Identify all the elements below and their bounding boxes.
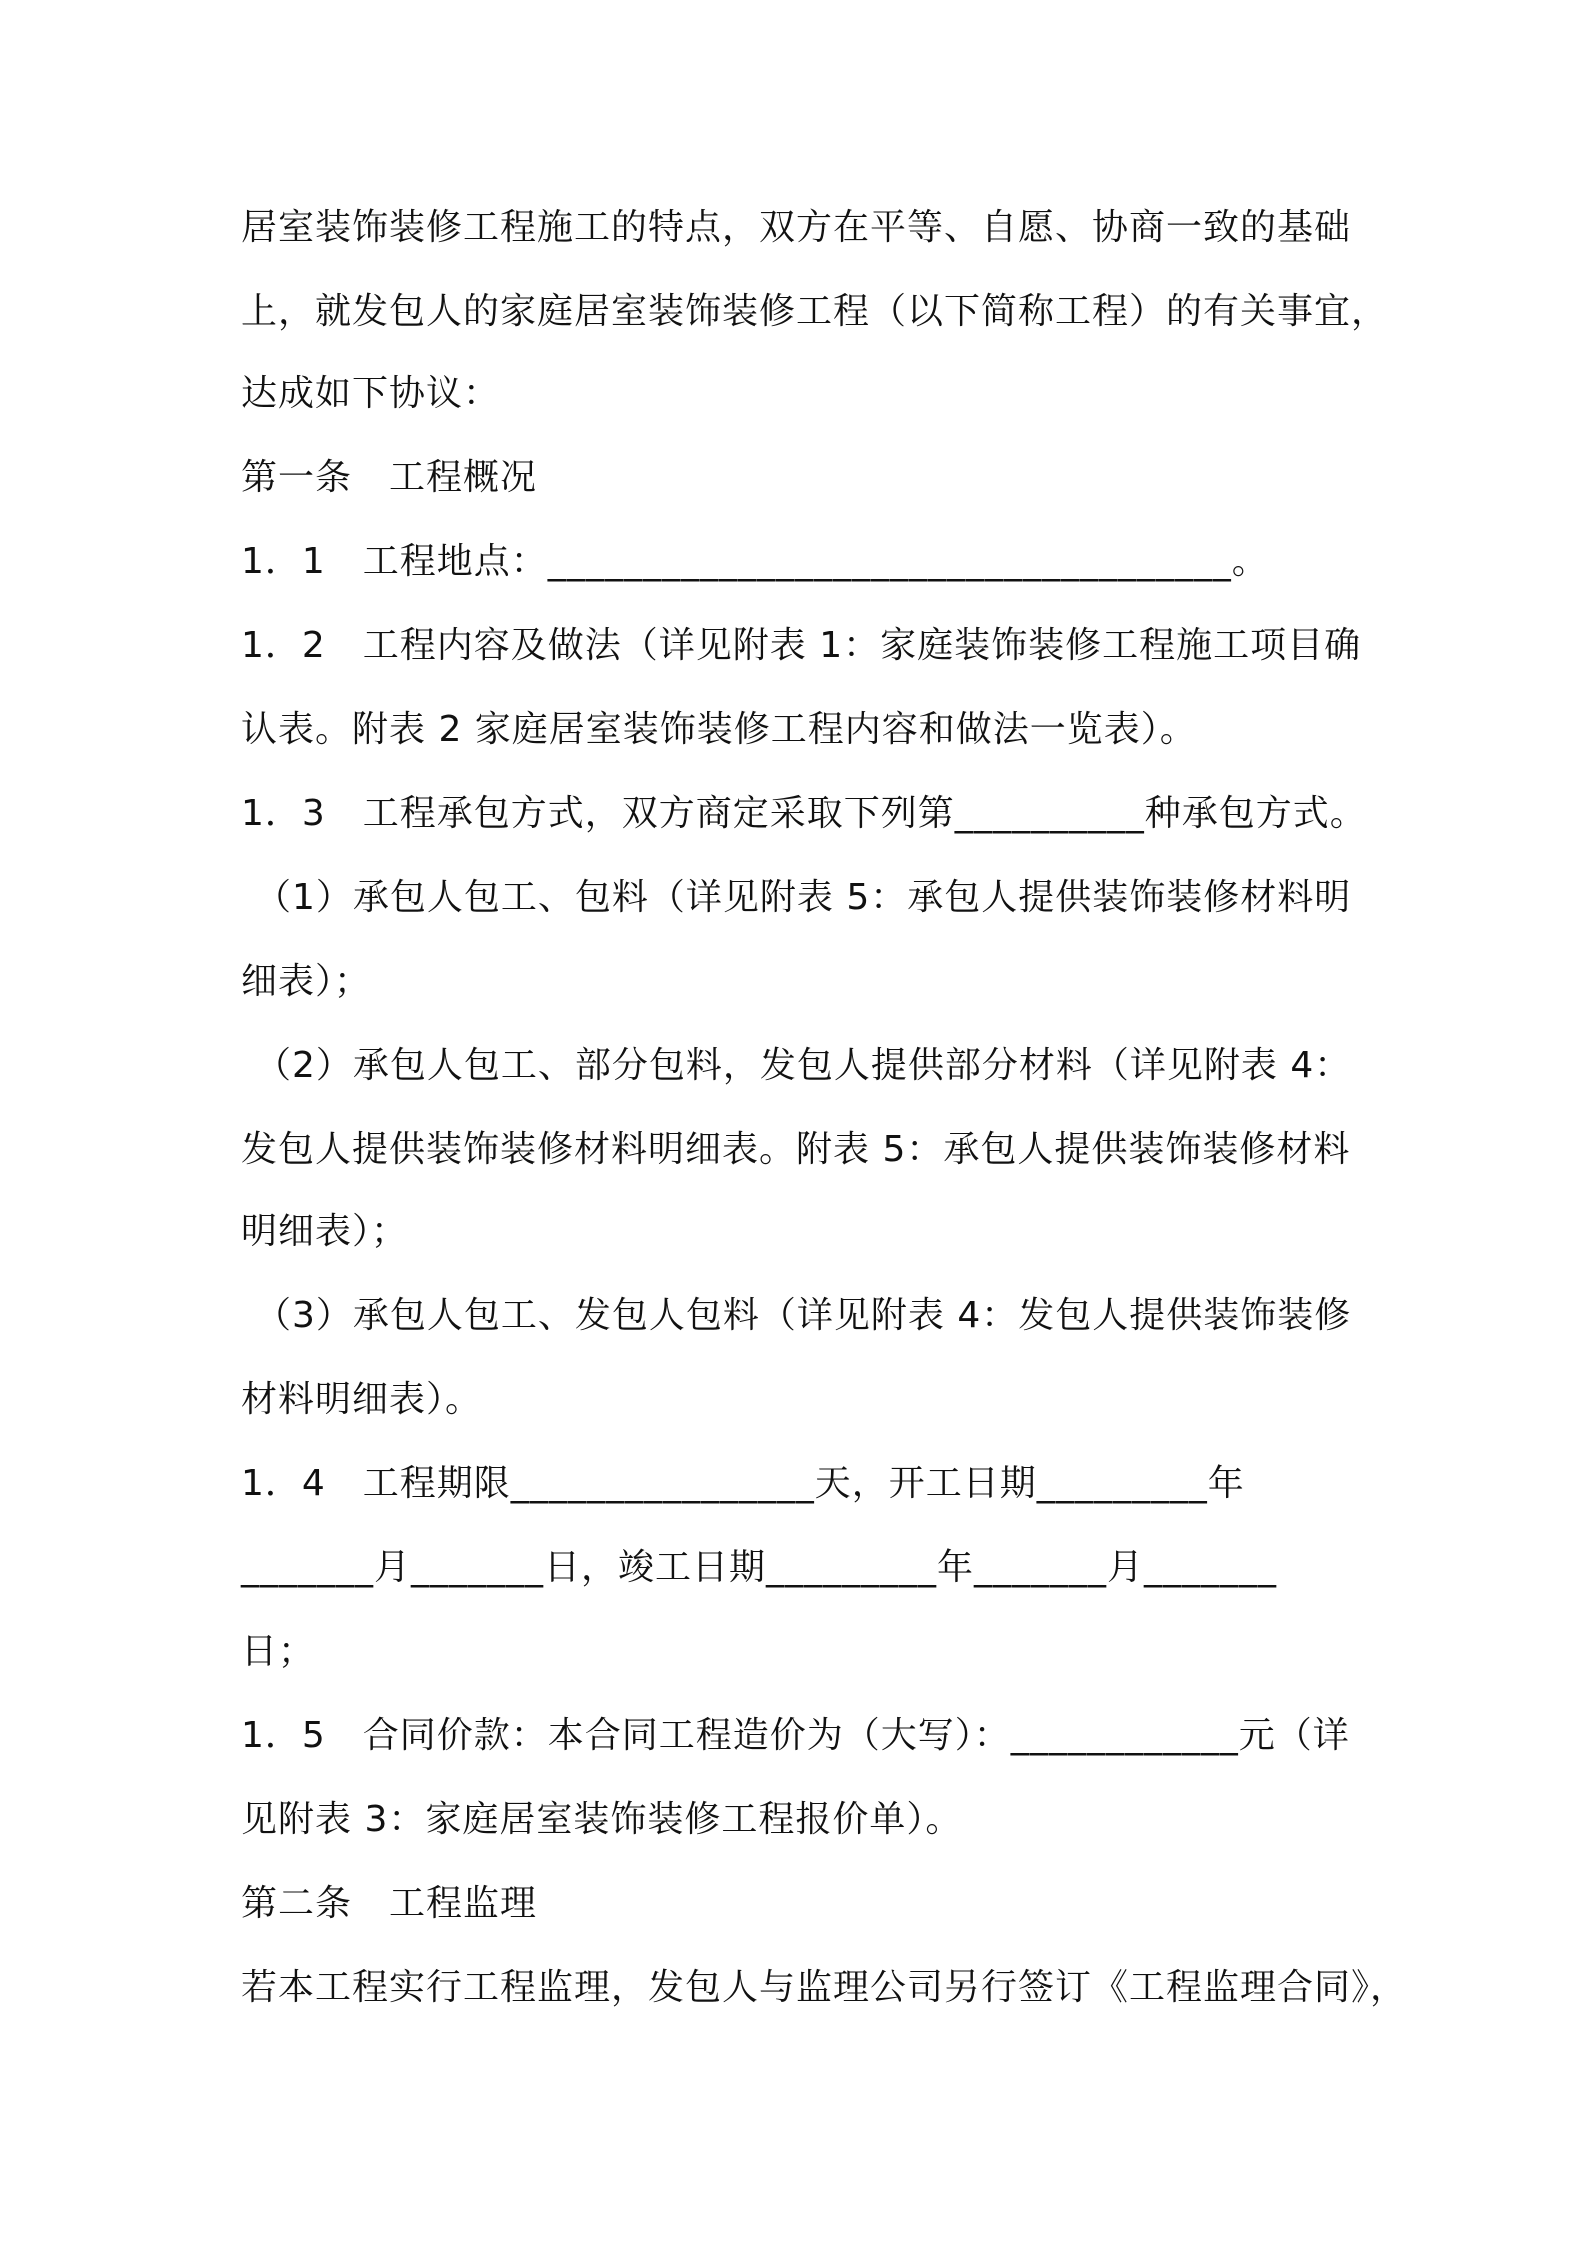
body-paragraph-line: 上，就发包人的家庭居室装饰装修工程（以下简称工程）的有关事宜， [241, 291, 1389, 332]
clause-1-5-price-cont: 见附表 3：家庭居室装饰装修工程报价单）。 [241, 1799, 963, 1840]
option-2: （2）承包人包工、部分包料，发包人提供部分材料（详见附表 4： [255, 1045, 1352, 1086]
clause-1-4-dates: _______月_______日，竣工日期_________年_______月_______ [241, 1547, 1278, 1588]
body-paragraph-line: 居室装饰装修工程施工的特点，双方在平等、自愿、协商一致的基础 [241, 207, 1352, 248]
option-2-cont: 明细表）； [241, 1211, 409, 1252]
clause-1-3-contract-method: 1．3 工程承包方式，双方商定采取下列第__________种承包方式。 [241, 793, 1367, 834]
body-paragraph-line: 若本工程实行工程监理，发包人与监理公司另行签订《工程监理合同》， [241, 1967, 1408, 2008]
clause-1-4-duration: 1．4 工程期限________________天，开工日期_________年 [241, 1463, 1245, 1504]
body-paragraph-line: 达成如下协议： [241, 373, 501, 414]
clause-1-1-location: 1．1 工程地点：____________________________________。 [241, 541, 1269, 582]
clause-1-4-dates-cont: 日； [241, 1631, 316, 1672]
section-heading-1: 第一条 工程概况 [241, 457, 538, 498]
option-3-cont: 材料明细表）。 [241, 1379, 483, 1420]
option-2-cont: 发包人提供装饰装修材料明细表。附表 5：承包人提供装饰装修材料 [241, 1129, 1351, 1170]
option-1: （1）承包人包工、包料（详见附表 5：承包人提供装饰装修材料明 [255, 877, 1352, 918]
section-heading-2: 第二条 工程监理 [241, 1883, 538, 1924]
clause-1-2-content: 1．2 工程内容及做法（详见附表 1：家庭装饰装修工程施工项目确 [241, 625, 1362, 666]
option-3: （3）承包人包工、发包人包料（详见附表 4：发包人提供装饰装修 [255, 1295, 1352, 1336]
option-1-cont: 细表）； [241, 961, 372, 1002]
clause-1-2-content-cont: 认表。附表 2 家庭居室装饰装修工程内容和做法一览表）。 [241, 709, 1197, 750]
clause-1-5-price: 1．5 合同价款：本合同工程造价为（大写）：____________元（详 [241, 1715, 1350, 1756]
